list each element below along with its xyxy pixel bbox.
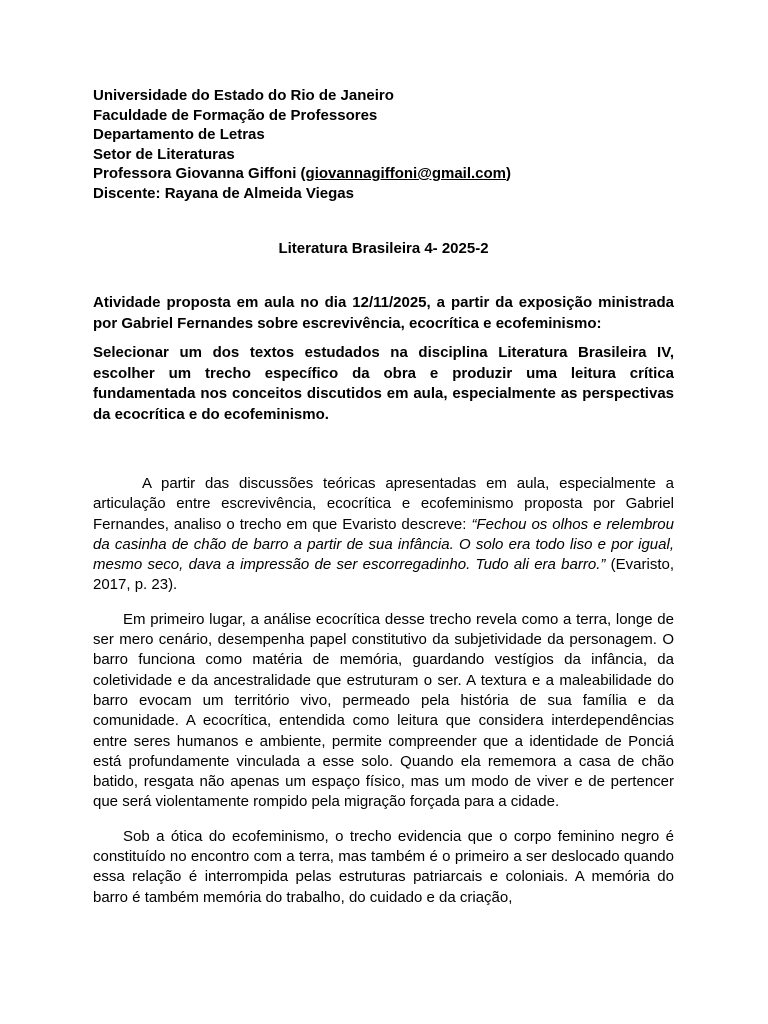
student-line: Discente: Rayana de Almeida Viegas	[93, 184, 354, 202]
body-paragraph-2: Em primeiro lugar, a análise ecocrítica desse trecho revela como a terra, longe de ser mero cenário, desempenha papel constitutivo da subjetividade da personagem. O barro funciona como matéria de memória, guardando vestígios da infância, da coletividade e da ancestralidade que estruturam o ser. A textura e a maleabilidade do barro evocam um território vivo, permeado pela história de sua família e da comunidade. A ecocrítica, entendida como leitura que considera interdependências entre seres humanos e ambiente, permite compreender que a identidade de Ponciá está profundamente vinculada a esse solo. Quando ela rememora a casa de chão batido, resgata não apenas um espaço físico, mas um modo de viver e de pertencer que será violentamente rompido pela migração forçada para a cidade.	[93, 610, 674, 811]
professor-email-link[interactable]: giovannagiffoni@gmail.com	[305, 165, 507, 182]
body-paragraph-3: Sob a ótica do ecofeminismo, o trecho evidencia que o corpo feminino negro é constituído no encontro com a terra, mas também é o primeiro a ser deslocado quando essa relação é interrompida pelas estruturas patriarcais e coloniais. A memória do barro é também memória do trabalho, do cuidado e da criação,	[93, 827, 674, 906]
sector-line: Setor de Literaturas	[93, 145, 235, 163]
document-header	[93, 86, 674, 203]
faculty-line: Faculdade de Formação de Professores	[93, 106, 378, 124]
university-line: Universidade do Estado do Rio de Janeiro	[93, 87, 394, 104]
professor-suffix: )	[506, 165, 512, 182]
department-line: Departamento de Letras	[93, 126, 265, 143]
activity-instruction: Selecionar um dos textos estudados na disciplina Literatura Brasileira IV, escolher um trecho específico da obra e produzir uma leitura crítica fundamentada nos conceitos discutidos em aula, especialmente as perspectivas da ecocrítica e do ecofeminismo.	[93, 344, 674, 423]
professor-line	[93, 164, 674, 184]
activity-intro: Atividade proposta em aula no dia 12/11/2025, a partir da exposição ministrada por Gabriel Fernandes sobre escrevivência, ecocrítica e ecofeminismo:	[93, 294, 674, 332]
paragraph-1-text: A partir das discussões teóricas apresentadas em aula, especialmente a articulação entre escrevivência, ecocrítica e ecofeminismo proposta por Gabriel Fernandes, analiso o trecho em que Evaristo descreve:	[93, 475, 674, 533]
body-paragraph-1	[93, 474, 674, 596]
quote-excerpt: “Fechou os olhos e relembrou da casinha de chão de barro a partir de sua infância. O solo era todo liso e por igual, mesmo seco, dava a impressão de ser escorregadinho. Tudo ali era barro.”	[93, 515, 674, 574]
professor-name: Professora Giovanna Giffoni (	[93, 165, 306, 182]
course-title: Literatura Brasileira 4- 2025-2	[278, 240, 489, 257]
quote-citation: (Evaristo, 2017, p. 23).	[93, 556, 675, 594]
